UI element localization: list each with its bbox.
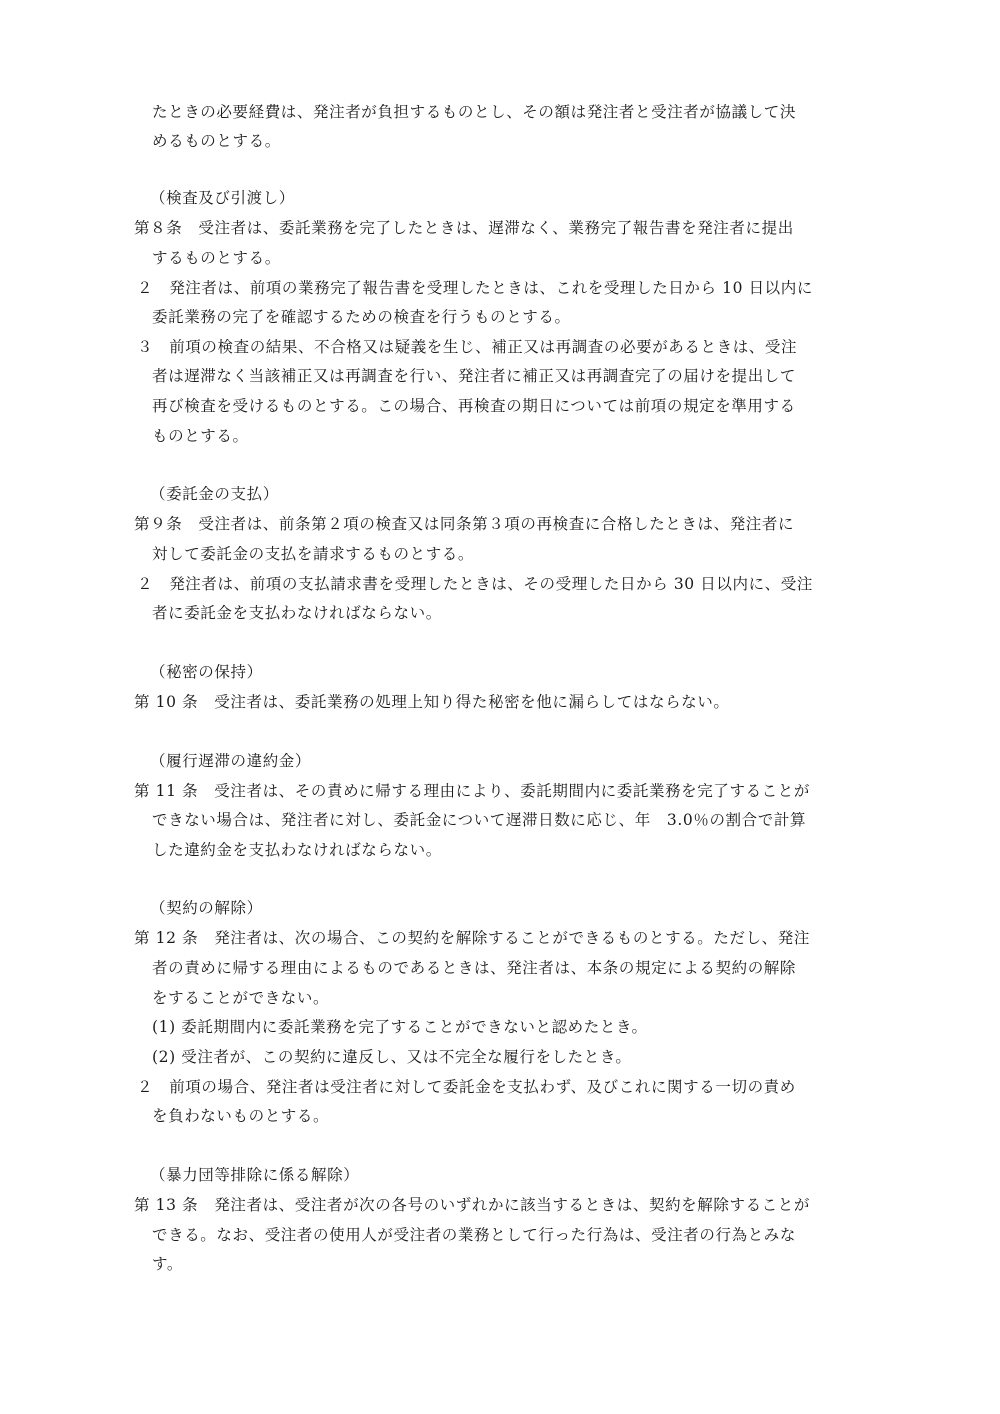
article-9-heading: （委託金の支払） xyxy=(150,485,279,503)
article-12-line: 第 12 条 発注者は、次の場合、この契約を解除することができるものとする。ただし、発注 xyxy=(134,929,810,947)
article-13-line: 第 13 条 発注者は、受注者が次の各号のいずれかに該当するときは、契約を解除することが xyxy=(134,1196,810,1214)
article-12-heading: （契約の解除） xyxy=(150,899,263,917)
article-10-heading: （秘密の保持） xyxy=(150,663,263,681)
article-12-line: 者の責めに帰する理由によるものであるときは、発注者は、本条の規定による契約の解除 xyxy=(152,959,797,977)
article-11-line: した違約金を支払わなければならない。 xyxy=(152,841,442,859)
article-13-line: できる。なお、受注者の使用人が受注者の業務として行った行為は、受注者の行為とみな xyxy=(152,1226,797,1244)
article-12-line: をすることができない。 xyxy=(152,989,330,1007)
article-9-line: 第９条 受注者は、前条第２項の検査又は同条第３項の再検査に合格したときは、発注者に xyxy=(134,515,795,533)
article-13-heading: （暴力団等排除に係る解除） xyxy=(150,1166,360,1184)
article-8-line: ３ 前項の検査の結果、不合格又は疑義を生じ、補正又は再調査の必要があるときは、受注 xyxy=(137,338,798,356)
article-8-line: 第８条 受注者は、委託業務を完了したときは、遅滞なく、業務完了報告書を発注者に提出 xyxy=(134,219,794,237)
article-8-line: 再び検査を受けるものとする。この場合、再検査の期日については前項の規定を準用する xyxy=(152,397,796,415)
article-8-line: するものとする。 xyxy=(152,249,281,267)
article-11-line: できない場合は、発注者に対し、委託金について遅滞日数に応じ、年 3.0％の割合で計算 xyxy=(152,811,807,829)
article-9-line: ２ 発注者は、前項の支払請求書を受理したときは、その受理した日から 30 日以内に、受注 xyxy=(137,575,813,593)
article-12-line: を負わないものとする。 xyxy=(152,1107,330,1125)
article-9-line: 者に委託金を支払わなければならない。 xyxy=(152,604,442,622)
article-13-line: す。 xyxy=(152,1255,183,1273)
article-12-item: (2) 受注者が、この契約に違反し、又は不完全な履行をしたとき。 xyxy=(152,1048,632,1066)
article-8-line: ２ 発注者は、前項の業務完了報告書を受理したときは、これを受理した日から 10 日以内に xyxy=(137,279,813,297)
article-8-heading: （検査及び引渡し） xyxy=(150,189,295,207)
article-8-line: 委託業務の完了を確認するための検査を行うものとする。 xyxy=(152,308,571,326)
article-12-item: (1) 委託期間内に委託業務を完了することができないと認めたとき。 xyxy=(152,1018,648,1036)
article-8-line: ものとする。 xyxy=(152,427,249,445)
article-11-line: 第 11 条 受注者は、その責めに帰する理由により、委託期間内に委託業務を完了することが xyxy=(134,782,810,800)
article-11-heading: （履行遅滞の違約金） xyxy=(150,752,312,770)
article-9-line: 対して委託金の支払を請求するものとする。 xyxy=(152,545,475,563)
article-10-line: 第 10 条 受注者は、委託業務の処理上知り得た秘密を他に漏らしてはならない。 xyxy=(134,693,730,711)
article-12-line: ２ 前項の場合、発注者は受注者に対して委託金を支払わず、及びこれに関する一切の責め xyxy=(137,1078,796,1096)
intro-line: たときの必要経費は、発注者が負担するものとし、その額は発注者と受注者が協議して決 xyxy=(152,103,797,121)
article-8-line: 者は遅滞なく当該補正又は再調査を行い、発注者に補正又は再調査完了の届けを提出して xyxy=(152,367,797,385)
intro-line: めるものとする。 xyxy=(152,132,281,150)
